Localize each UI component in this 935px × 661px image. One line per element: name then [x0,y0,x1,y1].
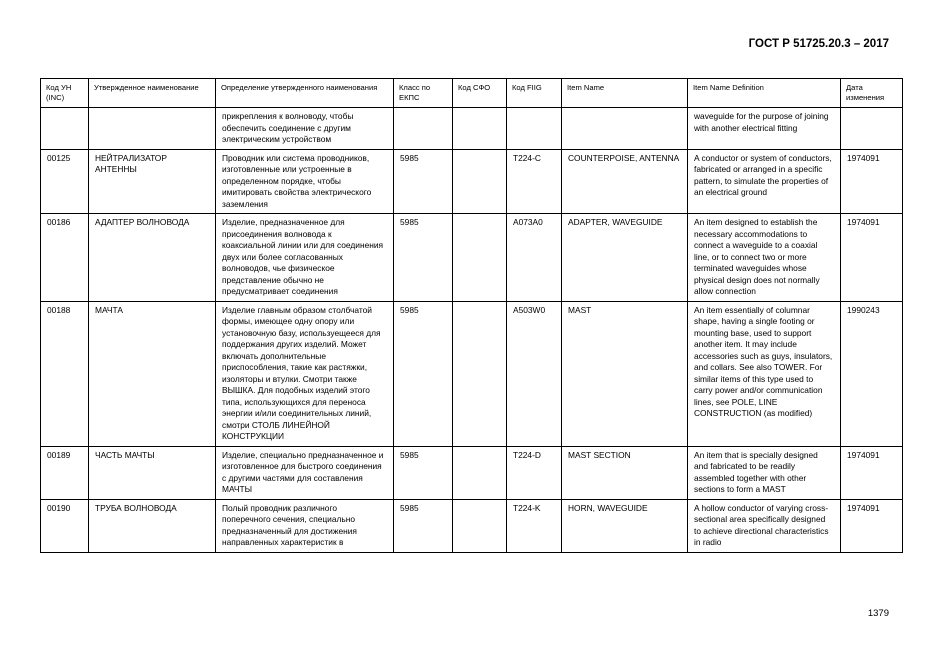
cell-item-name: COUNTERPOISE, ANTENNA [562,149,688,214]
cell-sfo [453,149,507,214]
cell-name-ru: НЕЙТРАЛИЗАТОР АНТЕННЫ [89,149,216,214]
cell-inc: 00125 [41,149,89,214]
cell-item-name: MAST SECTION [562,446,688,499]
col-header-sfo: Код СФО [453,79,507,108]
cell-inc: 00186 [41,214,89,302]
col-header-date: Дата изменения [841,79,903,108]
cell-name-ru: ТРУБА ВОЛНОВОДА [89,499,216,552]
cell-definition-ru: Полый проводник различного поперечного сечения, специально предназначенный для достижения направленных характеристик в [216,499,394,552]
cell-date: 1990243 [841,301,903,446]
cell-definition-ru: Изделие главным образом столбчатой формы, имеющее одну опору или установочную базу, используещееся для поддержания других изделий. Может включать дополнительные приспособления, такие как растяжки, изоляторы и втулки. Смотри также ВЫШКА. Для подобных изделий этого типа, использующихся для переноса энергии и/или соединительных линий, смотри СТОЛБ ЛИНЕЙНОЙ КОНСТРУКЦИИ [216,301,394,446]
cell-name-ru [89,108,216,150]
cell-class: 5985 [394,499,453,552]
cell-sfo [453,108,507,150]
cell-sfo [453,446,507,499]
cell-fiig: T224-K [507,499,562,552]
page-number: 1379 [867,608,889,619]
cell-sfo [453,499,507,552]
table-row [41,149,903,214]
cell-definition-en: An item that is specially designed and fabricated to be readily assembled together with other sections to form a MAST [688,446,841,499]
catalog-table [40,78,903,553]
cell-fiig: T224-D [507,446,562,499]
col-header-item-name: Item Name [562,79,688,108]
cell-definition-ru: Изделие, специально предназначенное и изготовленное для быстрого соединения с другими частями для составления МАЧТЫ [216,446,394,499]
cell-name-ru: АДАПТЕР ВОЛНОВОДА [89,214,216,302]
cell-class: 5985 [394,214,453,302]
col-header-fiig: Код FIIG [507,79,562,108]
col-header-definition-ru: Определение утвержденного наименования [216,79,394,108]
cell-definition-ru: Изделие, предназначенное для присоединения волновода к коаксиальной линии или для соединения двух или более согласованных волноводов, чье физическое представление обычно не предусматривает соединения [216,214,394,302]
cell-inc: 00190 [41,499,89,552]
cell-date [841,108,903,150]
cell-class: 5985 [394,301,453,446]
cell-definition-en: A hollow conductor of varying cross-sectional area specifically designed to achieve directional characteristics in radio [688,499,841,552]
cell-inc [41,108,89,150]
cell-date: 1974091 [841,446,903,499]
table-row [41,446,903,499]
col-header-definition-en: Item Name Definition [688,79,841,108]
cell-inc: 00188 [41,301,89,446]
table-row [41,499,903,552]
cell-item-name: HORN, WAVEGUIDE [562,499,688,552]
cell-item-name: MAST [562,301,688,446]
table-row [41,214,903,302]
col-header-inc: Код УН (INC) [41,79,89,108]
cell-sfo [453,214,507,302]
cell-definition-en: An item essentially of columnar shape, having a single footing or mounting base, used to support another item. It may include accessories such as guys, insulators, and collars. See also TOWER. For similar items of this type used to carry power and/or communication lines, see POLE, LINE CONSTRUCTION (as modified) [688,301,841,446]
table-header-row [41,79,903,108]
table-row [41,301,903,446]
cell-sfo [453,301,507,446]
col-header-class: Класс по ЕКПС [394,79,453,108]
cell-definition-ru: прикрепления к волноводу, чтобы обеспечить соединение с другим электрическим устройством [216,108,394,150]
cell-fiig: A503W0 [507,301,562,446]
cell-date: 1974091 [841,149,903,214]
cell-class [394,108,453,150]
cell-class: 5985 [394,446,453,499]
cell-name-ru: МАЧТА [89,301,216,446]
cell-fiig [507,108,562,150]
table-row [41,108,903,150]
cell-definition-en: waveguide for the purpose of joining with another electrical fitting [688,108,841,150]
cell-fiig: A073A0 [507,214,562,302]
cell-definition-ru: Проводник или система проводников, изготовленные или устроенные в определенном порядке, чтобы имитировать свойства электрического заземления [216,149,394,214]
cell-name-ru: ЧАСТЬ МАЧТЫ [89,446,216,499]
cell-fiig: T224-C [507,149,562,214]
cell-date: 1974091 [841,499,903,552]
cell-date: 1974091 [841,214,903,302]
cell-inc: 00189 [41,446,89,499]
cell-item-name: ADAPTER, WAVEGUIDE [562,214,688,302]
col-header-name-ru: Утвержденное наименование [89,79,216,108]
cell-definition-en: A conductor or system of conductors, fabricated or arranged in a specific pattern, to simulate the properties of an electrical ground [688,149,841,214]
document-code: ГОСТ Р 51725.20.3 – 2017 [748,38,889,50]
cell-definition-en: An item designed to establish the necessary accommodations to connect a waveguide to a coaxial line, or to connect two or more terminated waveguides whose physical design does not normally allow connection [688,214,841,302]
cell-class: 5985 [394,149,453,214]
cell-item-name [562,108,688,150]
